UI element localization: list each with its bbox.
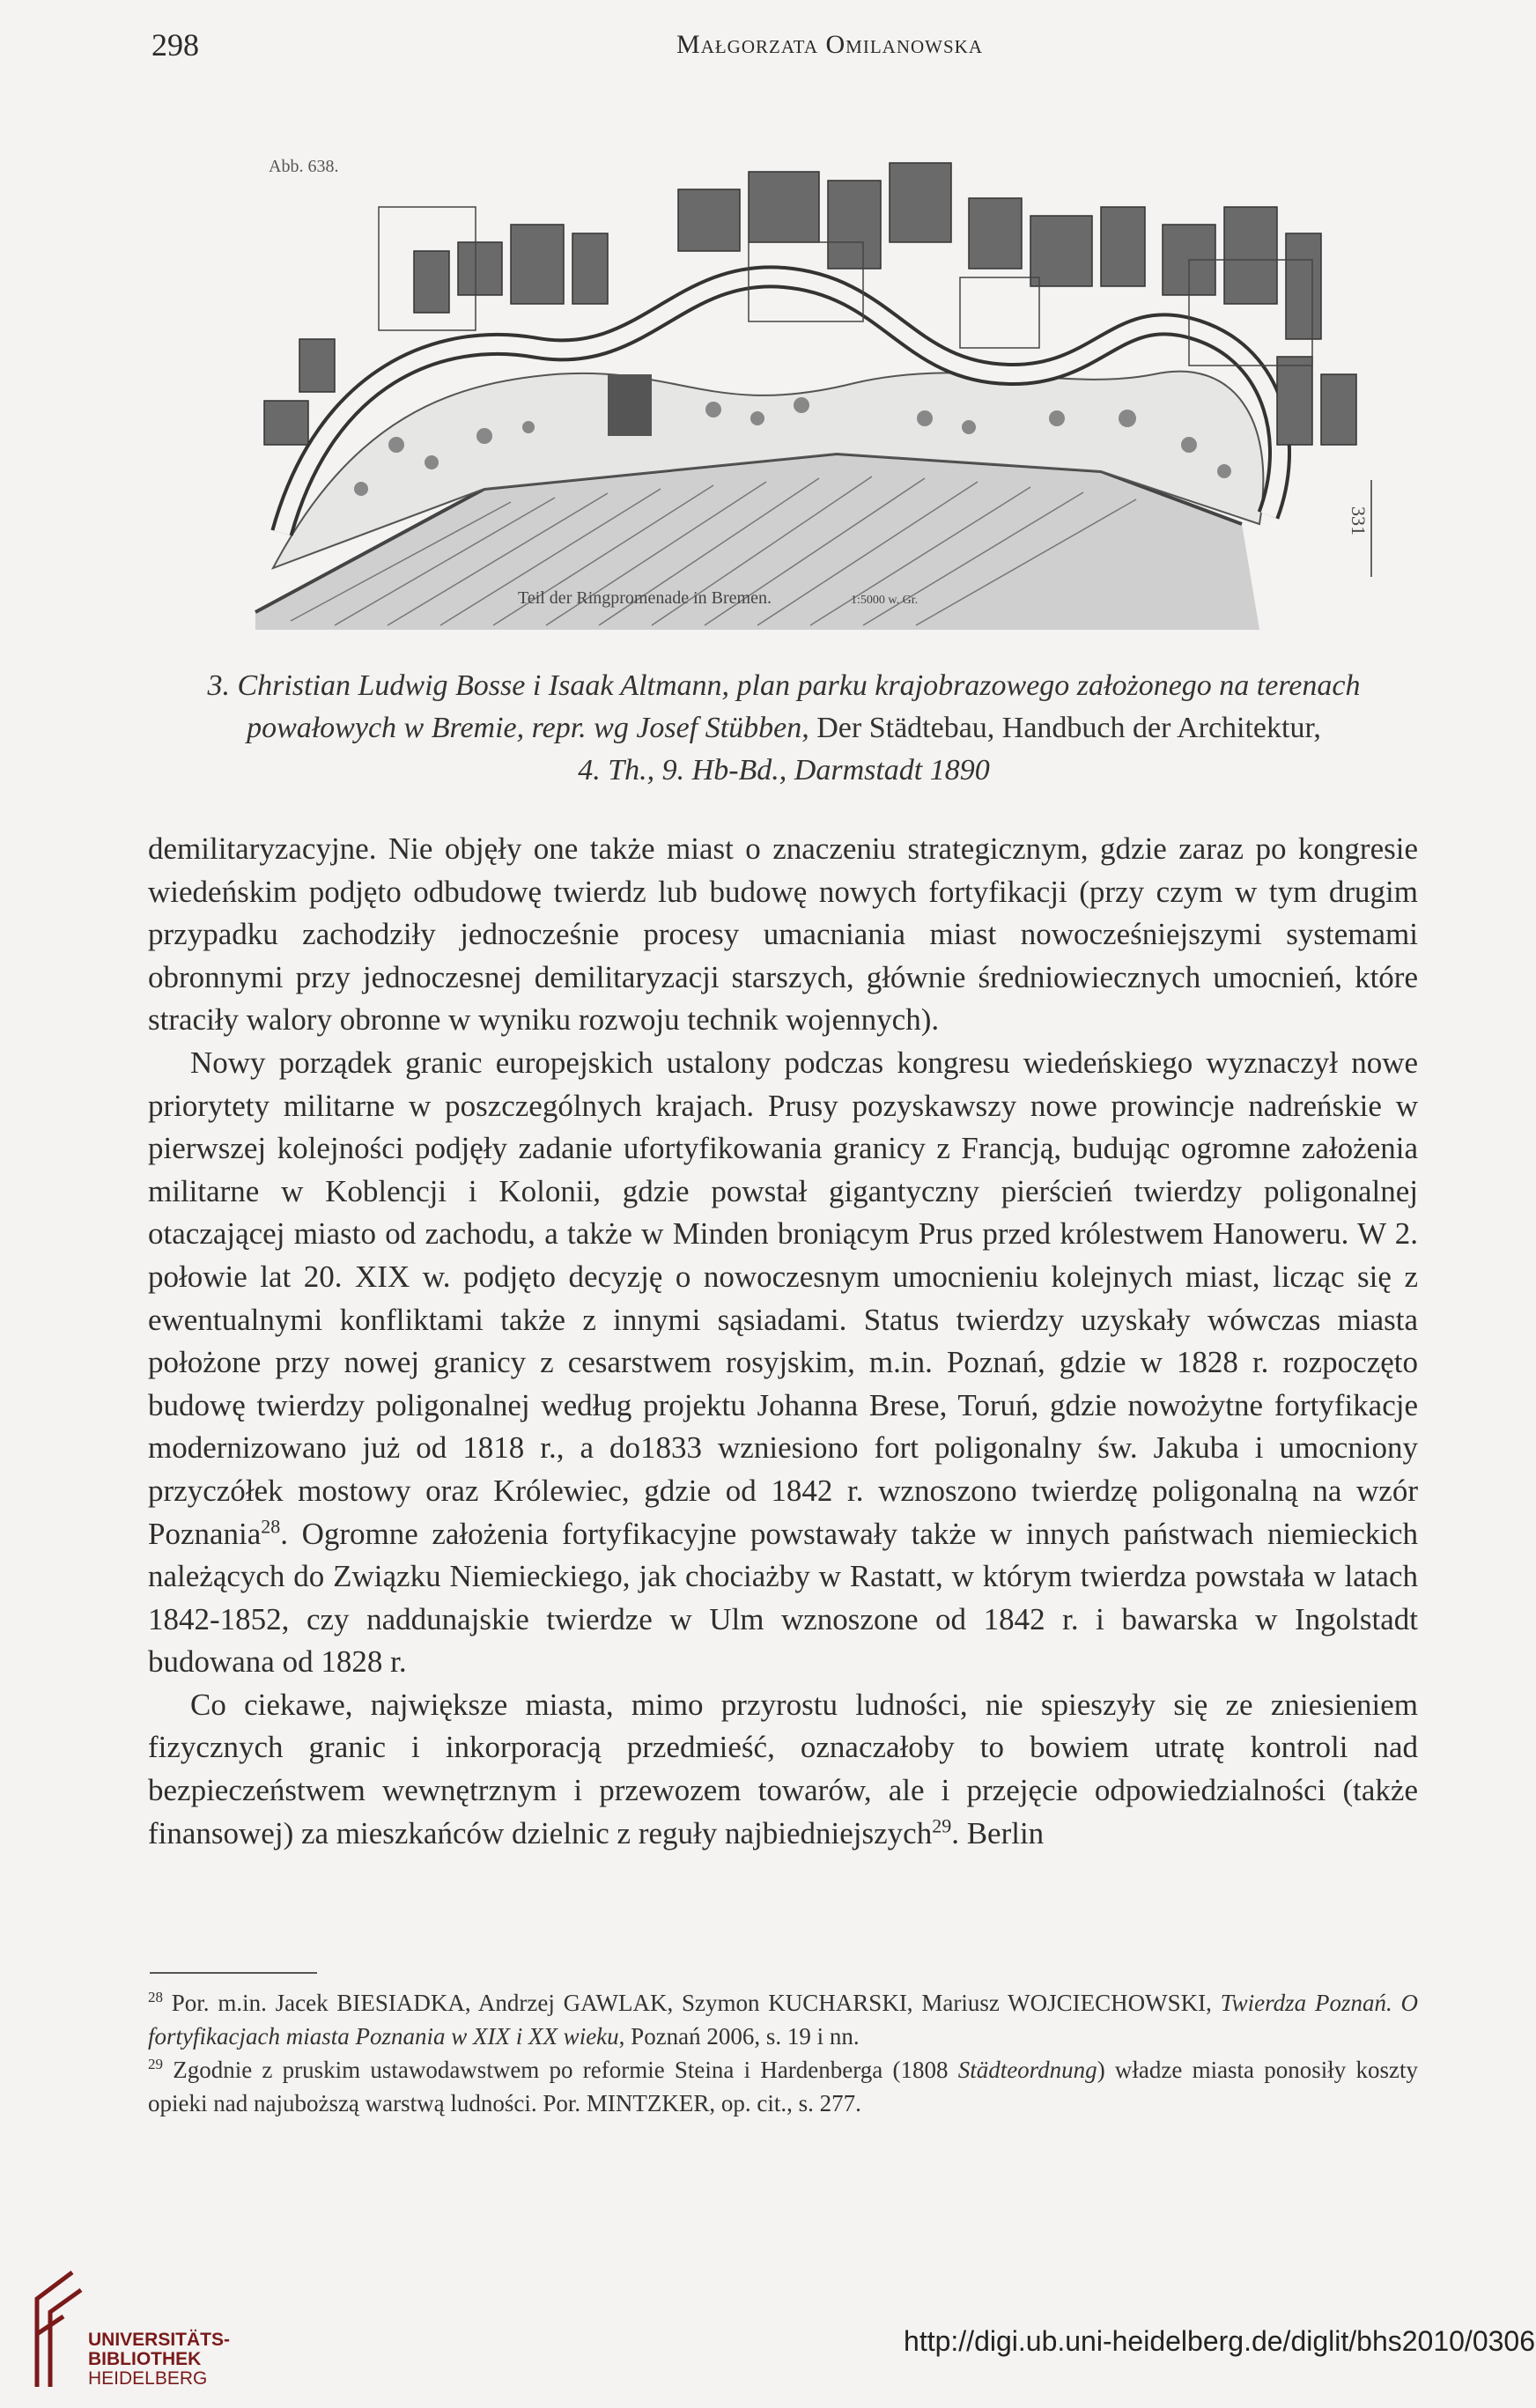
park-plan-figure: [220, 154, 1392, 630]
paragraph-text: . Ogromne założenia fortyfikacyjne powstawały także w innych państwach niemieckich należących do Związku Niemieckiego, jak chociażby w Rastatt, w którym twierdza powstała w latach 1842-1852, czy naddunajskie twierdze w Ulm wznoszone od 1842 r. i bawarska w Ingolstadt budowana od 1828 r.: [148, 1516, 1418, 1680]
footnote-number: 29: [148, 2056, 163, 2072]
paragraph-text: Co ciekawe, największe miasta, mimo przyrostu ludności, nie spieszyły się ze zniesieniem fizycznych granic i inkorporacją przedmieść, oznaczałoby to bowiem utratę kontroli nad bezpieczeństwem wewnętrznym i przewozem towarów, ale i przejęcie odpowiedzialności (także finansowej) za mieszkańców dzielnic z reguły najbiedniejszych: [148, 1687, 1418, 1850]
running-head-text: Małgorzata Omilanowska: [676, 30, 983, 59]
library-name: [88, 2330, 230, 2389]
footnote-28: [148, 1986, 1418, 2053]
footnote-number: 28: [148, 1989, 163, 2005]
figure-caption: [150, 665, 1418, 792]
footnote-text: , Poznań 2006, s. 19 i nn.: [618, 2023, 860, 2050]
footnote-text: ) władze miasta ponosiły koszty opieki nad najuboższą warstwą ludności. Por. MINTZKER, op. cit., s. 277.: [148, 2057, 1418, 2116]
body-text: [148, 828, 1418, 1855]
side-rule: [1370, 480, 1372, 577]
page-number: 298: [151, 27, 199, 63]
library-logo-icon: [19, 2264, 88, 2396]
source-url-link[interactable]: http://digi.ub.uni-heidelberg.de/diglit/bhs2010/0306: [904, 2325, 1535, 2357]
footnote-title: Twierdza Poznań. O fortyfikacjach miasta Poznania w XIX i XX wieku: [148, 1990, 1418, 2050]
footnote-29: [148, 2053, 1418, 2120]
library-name-line: HEIDELBERG: [88, 2368, 208, 2389]
footnote-text: Zgodnie z pruskim ustawodawstwem po reformie Steina i Hardenberga (1808: [163, 2057, 958, 2083]
paragraph-text: Nowy porządek granic europejskich ustalony podczas kongresu wiedeńskiego wyznaczył nowe priorytety militarne w poszczególnych krajach. Prusy pozyskawszy nowe prowincje nadreńskie w pierwszej kolejności podjęły zadanie ufortyfikowania granicy z Francją, budując ogromne założenia militarne w Koblencji i Kolonii, gdzie powstał gigantyczny pierścień twierdzy poligonalnej otaczającej miasto od zachodu, a także w Minden broniącym Prus przed królestwem Hanoweru. W 2. połowie lat 20. XIX w. podjęto decyzję o nowoczesnym umocnieniu kolejnych miast, licząc się z ewentualnymi konfliktami także z innymi sąsiadami. Status twierdzy uzyskały wówczas miasta położone przy nowej granicy z cesarstwem rosyjskim, m.in. Poznań, gdzie w 1828 r. rozpoczęto budowę twierdzy poligonalnej według projektu Johanna Brese, Toruń, gdzie nowożytne fortyfikacje modernizowano już od 1818 r., a do1833 wzniesiono fort poligonalny św. Jakuba i umocniony przyczółek mostowy oraz Królewiec, gdzie od 1842 r. wznoszono twierdzę poligonalną na wzór Poznania: [148, 1045, 1418, 1551]
library-name-line: UNIVERSITÄTS-: [88, 2330, 231, 2350]
caption-line-2-italic: powałowych w Bremie, repr. wg Josef Stübben,: [247, 712, 809, 744]
park-pond: [608, 374, 652, 436]
figure-label: Abb. 638.: [269, 157, 339, 176]
footnote-text: Por. m.in. Jacek BIESIADKA, Andrzej GAWLAK, Szymon KUCHARSKI, Mariusz WOJCIECHOWSKI,: [163, 1990, 1221, 2016]
caption-line-1: 3. Christian Ludwig Bosse i Isaak Altmann, plan parku krajobrazowego założonego na terenach: [207, 669, 1361, 702]
paragraph-text: . Berlin: [951, 1815, 1045, 1850]
running-head: [0, 30, 1536, 60]
footnote-rule: [150, 1972, 317, 1974]
figure-inner-caption: Teil der Ringpromenade in Bremen.: [518, 588, 772, 608]
footnotes: [148, 1986, 1418, 2120]
paragraph: [148, 1042, 1418, 1684]
library-name-line: BIBLIOTHEK: [88, 2349, 202, 2369]
footnote-ref: 28: [261, 1514, 281, 1537]
paragraph: demilitaryzacyjne. Nie objęły one także miast o znaczeniu strategicznym, gdzie zaraz po kongresie wiedeńskim podjęto odbudowę twierdz lub budowę nowych fortyfikacji (przy czym w tym drugim przypadku zachodziły jednocześnie procesy umacniania miast nowocześniejszymi systemami obronnymi przy jednoczesnej demilitaryzacji starszych, głównie średniowiecznych umocnień, które straciły walory obronne w wyniku rozwoju technik wojennych).: [148, 831, 1418, 1038]
side-number: 331: [1348, 506, 1370, 536]
figure-scale: 1:5000 w. Gr.: [851, 594, 919, 607]
footnote-ref: 29: [932, 1814, 952, 1836]
caption-line-2-roman: Der Städtebau, Handbuch der Architektur,: [809, 712, 1321, 744]
paragraph: [148, 1684, 1418, 1855]
caption-line-3: 4. Th., 9. Hb-Bd., Darmstadt 1890: [578, 754, 990, 787]
footnote-title: Städteordnung: [957, 2057, 1097, 2083]
